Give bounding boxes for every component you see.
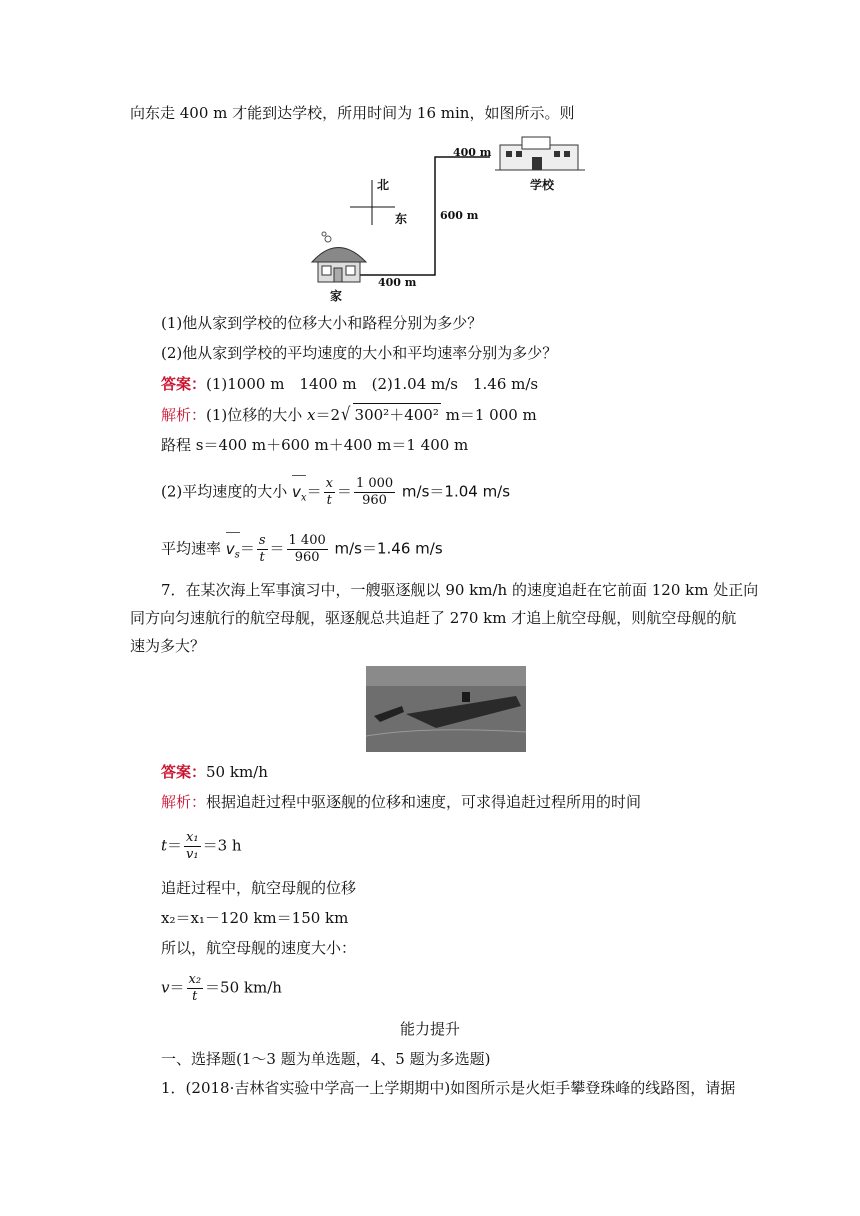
velocity-formula: v＝ $\frac{\text{x₂}}{t}$ ＝50 km/h: [161, 972, 282, 1004]
frac-num: x₂: [188, 972, 202, 987]
frac-num: s: [258, 533, 266, 548]
next-question-1: 1．(2018·吉林省实验中学高一上学期期中)如图所示是火炬手攀登珠峰的线路图，请据: [161, 1079, 736, 1097]
avg-rate-pre: 平均速率: [161, 539, 226, 558]
question-1: (1)他从家到学校的位移大小和路程分别为多少？: [161, 314, 483, 332]
analysis-label: 解析：: [161, 406, 207, 424]
school-icon: [495, 137, 585, 170]
frac-num: x: [325, 476, 333, 491]
question-7-line2: 同方向匀速航行的航空母舰，驱逐舰总共追赶了 270 km 才追上航空母舰，则航空母舰的航: [130, 609, 737, 627]
label-school: 学校: [530, 178, 555, 192]
analysis-label: 解析：: [161, 793, 207, 811]
label-seg-vertical: 600 m: [440, 209, 479, 222]
avg-rate-line: 平均速率 $v_s=$ $\frac{s}{t}$ ＝ $\frac{1 400}{960}$ m/s＝1.46 m/s: [161, 533, 443, 565]
avg-velocity-line: (2)平均速度的大小 $v_x=$ $\frac{x}{t}$ ＝ $\frac{1 000}{960}$ m/s＝1.04 m/s: [161, 476, 511, 508]
label-seg-top: 400 m: [453, 146, 492, 159]
sqrt-expression: 300²＋400²: [353, 403, 441, 426]
analysis-6-1: 解析：(1)位移的大小 x＝2√ 300²＋400² m＝1 000 m: [161, 404, 537, 425]
time-formula-post: ＝3 h: [202, 836, 242, 855]
avg-velocity-post: m/s＝1.04 m/s: [397, 482, 511, 501]
section-title: 能力提升: [399, 1020, 460, 1038]
analysis-6-1-pre: (1)位移的大小: [206, 406, 308, 424]
section-1-heading: 一、选择题(1～3 题为单选题，4、5 题为多选题): [161, 1050, 491, 1068]
answer-7-text: 50 km/h: [206, 763, 268, 781]
analysis-7-text: 根据追赶过程中驱逐舰的位移和速度，可求得追赶过程所用的时间: [206, 793, 642, 811]
home-icon: [312, 232, 366, 282]
answer-6-text: (1)1000 m 1400 m (2)1.04 m/s 1.46 m/s: [206, 375, 539, 393]
label-seg-bottom: 400 m: [378, 276, 417, 289]
answer-label: 答案：: [161, 375, 207, 393]
frac-den: 960: [362, 493, 387, 508]
frac-den: t: [326, 493, 332, 508]
question-2: (2)他从家到学校的平均速度的大小和平均速率分别为多少？: [161, 344, 558, 362]
frac-num: 1 000: [355, 476, 394, 491]
frac-den: 960: [294, 550, 320, 565]
analysis-7: [161, 791, 641, 813]
avg-velocity-pre: (2)平均速度的大小: [161, 482, 293, 501]
question-7-line3: 速为多大？: [130, 637, 206, 655]
frac-den: t: [192, 989, 198, 1004]
velocity-formula-post: ＝50 km/h: [205, 978, 282, 997]
x2-formula: x₂＝x₁－120 km＝150 km: [161, 909, 349, 927]
answer-7: [161, 761, 268, 783]
time-formula: t＝ $\frac{\text{x₁}}{\text{v₁}}$ ＝3 h: [161, 830, 242, 862]
analysis-6-1-eq: ＝2: [315, 406, 341, 424]
frac-num: x₁: [184, 830, 201, 847]
frac-den: t: [259, 550, 265, 565]
answer-6: [161, 373, 538, 395]
intro-text: 向东走 400 m 才能到达学校，所用时间为 16 min，如图所示。则: [130, 104, 575, 122]
compass-north: 北: [377, 178, 390, 192]
so-text: 所以，航空母舰的速度大小：: [161, 939, 357, 957]
aircraft-carrier-photo: [366, 666, 526, 752]
compass-east: 东: [395, 212, 408, 226]
answer-label: 答案：: [161, 763, 207, 781]
chase-text: 追赶过程中，航空母舰的位移: [161, 879, 357, 897]
avg-rate-post: m/s＝1.46 m/s: [329, 539, 443, 558]
label-home: 家: [330, 289, 343, 303]
question-7-line1: 7．在某次海上军事演习中，一艘驱逐舰以 90 km/h 的速度追赶在它前面 120 km 处正向: [161, 581, 759, 599]
frac-den: v₁: [186, 847, 199, 862]
path-length: 路程 s＝400 m＋600 m＋400 m＝1 400 m: [161, 436, 469, 454]
var-x: x: [307, 406, 316, 424]
analysis-6-1-post: m＝1 000 m: [440, 406, 537, 424]
frac-num: 1 400: [288, 533, 326, 548]
